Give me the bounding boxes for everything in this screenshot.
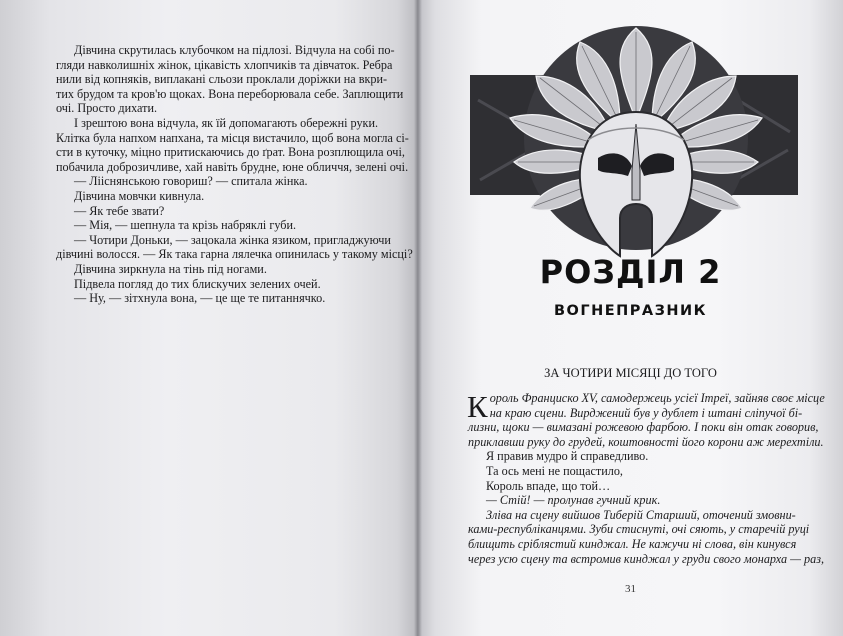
text-line: на краю сцени. Вирджений був у дублет і штані сліпучої бі-	[489, 405, 803, 420]
page-number: 31	[625, 583, 636, 595]
book-gutter-shadow	[414, 0, 422, 636]
text-line: Та ось мені не пощастило,	[486, 463, 623, 478]
text-line: приклавши руку до грудей, коштовності його корони аж мерехтіли.	[468, 434, 824, 449]
text-line: тих брудом та кров'ю щоках. Вона переборювала себе. Заплющити	[56, 86, 404, 101]
text-line: дівчині волосся. — Як така гарна лялечка опинилась у такому місці?	[56, 247, 413, 262]
left-page	[0, 0, 418, 636]
text-line: ками-республіканцями. Зуби стиснуті, очі сяють, у старечій руці	[468, 522, 810, 537]
text-line: І зрештою вона відчула, як їй допомагають обережні руки.	[74, 115, 379, 130]
text-line: очі. Просто дихати.	[56, 101, 158, 116]
drop-cap: К	[467, 389, 488, 424]
text-line: — Як тебе звати?	[74, 203, 165, 218]
chapter-subtitle: ВОГНЕПРАЗНИК	[553, 303, 708, 319]
text-line: Зліва на сцену вийшов Тиберій Старший, оточений змовни-	[486, 507, 796, 522]
text-line: — Лііснянською говориш? — спитала жінка.	[74, 174, 308, 189]
helmet-feathers-illustration	[470, 20, 798, 258]
text-line: сти в куточку, міцно притискаючись до ґрат. Вона розплющила очі,	[56, 145, 405, 160]
text-line: — Стій! — пролунав гучний крик.	[486, 493, 661, 508]
right-page-text	[467, 389, 825, 566]
text-line: — Чотири Доньки, — зацокала жінка язиком, пригладжуючи	[74, 232, 391, 247]
text-line: Дівчина скрутилась клубочком на підлозі. Відчула на собі по-	[74, 43, 395, 57]
text-line: лизни, щоки — вимазані рожевою фарбою. І поки він отак говорив,	[468, 420, 819, 435]
text-line: ороль Франциско XV, самодержець усієї Ітреї, зайняв своє місце	[489, 391, 825, 405]
left-page-text	[56, 43, 413, 306]
chapter-title: РОЗДІЛ 2	[539, 253, 722, 291]
text-line: Король впаде, що той…	[486, 478, 611, 493]
text-line: — Ну, — зітхнула вона, — це ще те питаннячко.	[74, 291, 326, 306]
text-line: Дівчина мовчки кивнула.	[74, 188, 205, 203]
text-line: Підвела погляд до тих блискучих зелених очей.	[74, 276, 321, 291]
section-heading: ЗА ЧОТИРИ МІСЯЦІ ДО ТОГО	[544, 366, 717, 380]
text-line: побачила доброзичливе, хай навіть брудне, юне обличчя, зелені очі.	[56, 159, 409, 174]
text-line: — Мія, — шепнула та крізь набряклі губи.	[74, 218, 297, 233]
text-line: Дівчина зиркнула на тінь під ногами.	[74, 261, 267, 276]
text-line: гляди навколишніх жінок, цікавість хлопчиків та дівчаток. Ребра	[56, 57, 393, 72]
right-page	[418, 0, 843, 636]
text-line: Клітка була напхом напхана, та місця вистачило, щоб вона могла сі-	[56, 130, 409, 145]
text-line: Я правив мудро й справедливо.	[486, 449, 649, 464]
text-line: блищить сріблястий кинджал. Не кажучи ні слова, він кинувся	[468, 536, 797, 551]
text-line: нили від копняків, виплакані сльози проклали доріжки на вкри-	[56, 72, 388, 87]
text-line: через усю сцену та встромив кинджал у груди свого монарха — раз,	[468, 551, 825, 566]
